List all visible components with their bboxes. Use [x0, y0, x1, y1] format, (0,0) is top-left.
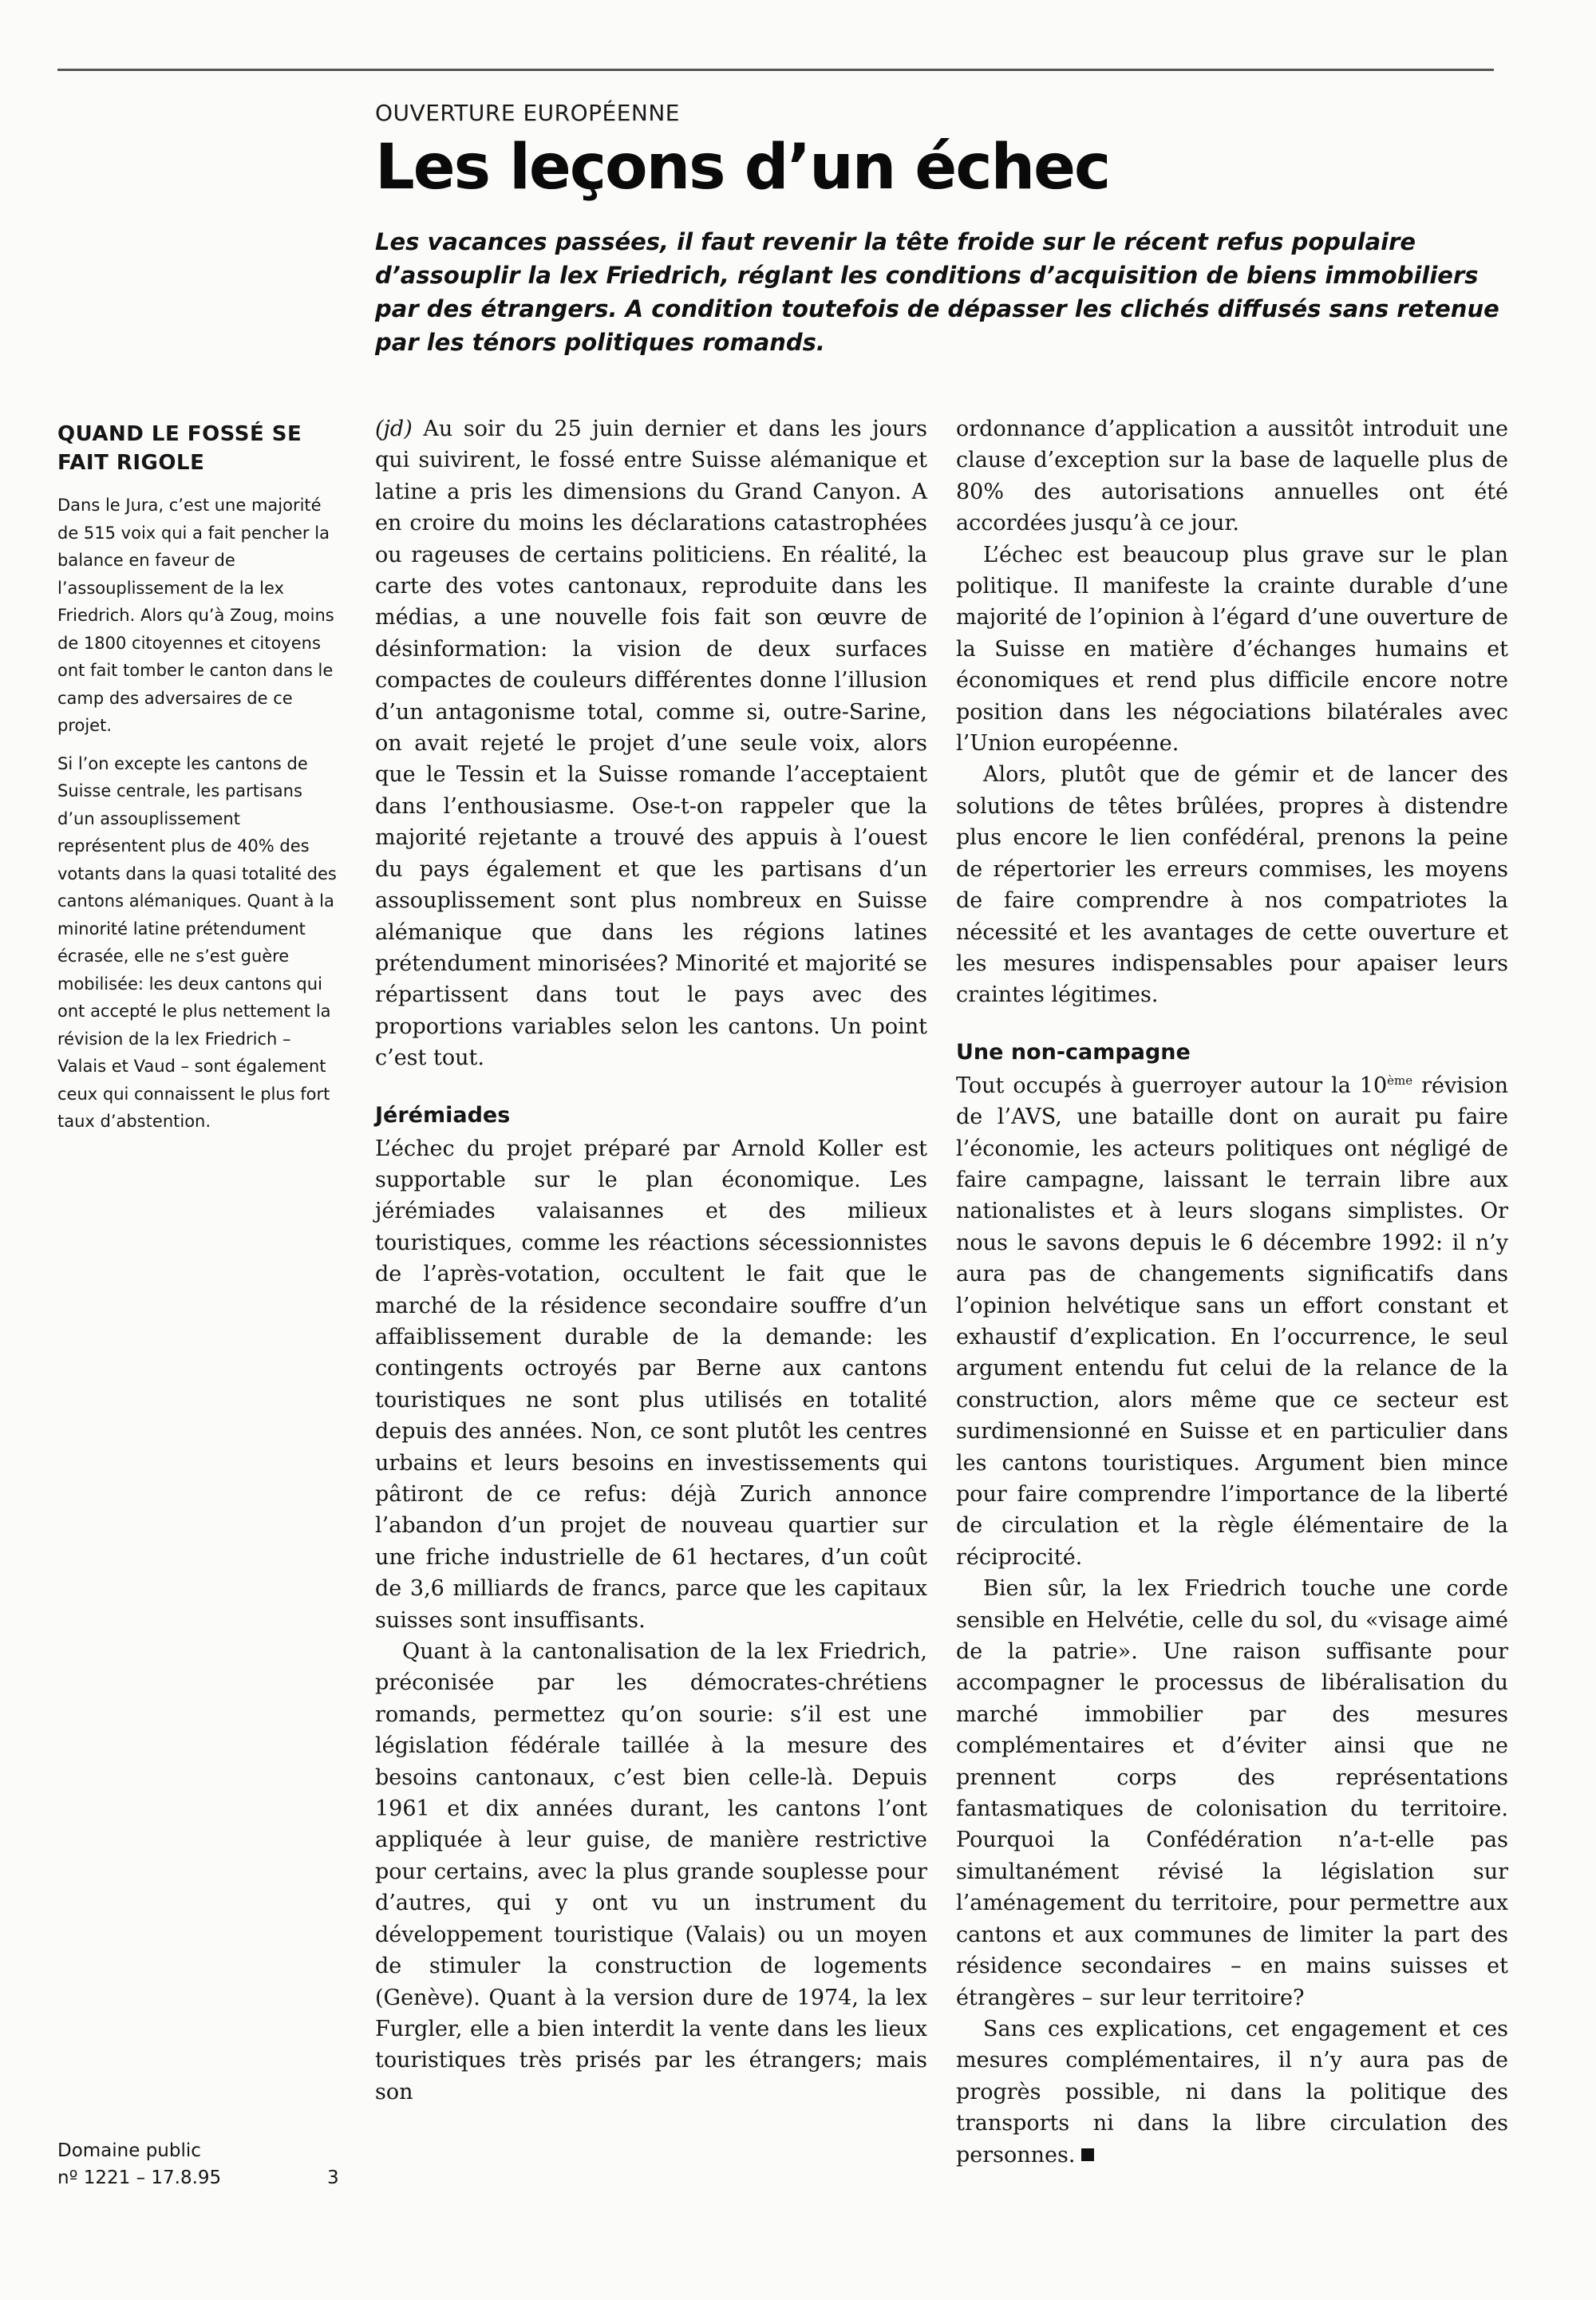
article-paragraph: Alors, plutôt que de gémir et de lancer des solutions de têtes brûlées, propres à distendre plus encore le lien confédéral, prenons la peine de répertorier les erreurs commises, les moyens de faire comprendre à nos compatriotes la nécessité et les avantages de cette ouverture et les mesures indispensables pour apaiser leurs craintes légitimes.: [956, 762, 1508, 1008]
end-mark-icon: [1081, 2148, 1094, 2161]
article-title: Les leçons d’un échec: [375, 132, 1110, 204]
article-header: [375, 99, 1508, 359]
article-paragraph: [956, 1070, 1508, 1574]
page-number: 3: [327, 2168, 339, 2188]
article-column-1: [375, 413, 927, 2108]
section-kicker: OUVERTURE EUROPÉENNE: [375, 100, 680, 126]
article-paragraph: [375, 413, 927, 1074]
article-paragraph-continued: ordonnance d’application a aussitôt introduit une clause d’exception sur la base de laquelle plus de 80% des autorisations annuelles ont été accordées jusqu’à ce jour.: [956, 417, 1508, 536]
sidebar-paragraph: Si l’on excepte les cantons de Suisse centrale, les partisans d’un assouplissement représentent plus de 40% des votants dans la quasi totalité des cantons alémaniques. Quant à la minorité latine prétendument écrasée, elle ne s’est guère mobilisée: les deux cantons qui ont accepté le plus nettement la révision de la lex Friedrich – Valais et Vaud – sont également ceux qui connaissent le plus fort taux d’abstention.: [57, 753, 337, 1131]
subheading-non-campagne: Une non-campagne: [956, 1039, 1191, 1065]
sidebar-title: QUAND LE FOSSÉ SE FAIT RIGOLE: [57, 422, 302, 475]
paragraph-text: Tout occupés à guerroyer autour la 10: [956, 1073, 1388, 1098]
sidebar-box: [57, 420, 337, 1146]
paragraph-text: Sans ces explications, cet engagement et ces mesures complémentaires, il n’y aura pas de progrès possible, ni dans la politique des transports ni dans la libre circulation des personnes.: [956, 2016, 1508, 2168]
paragraph-text: révision de l’AVS, une bataille dont on aurait pu faire l’économie, les acteurs politiques ont négligé de faire campagne, laissant le terrain libre aux nationalistes et à leurs slogans simplistes. Or nous le savons depuis le 6 décembre 1992: il n’y aura pas de changements significatifs dans l’opinion helvétique sans un effort constant et exhaustif d’explication. En l’occurrence, le seul argument entendu fut celui de la relance de la construction, alors même que ce secteur est surdimensionné en Suisse et en particulier dans les cantons touristiques. Argument bien mince pour faire comprendre l’importance de la liberté de circulation et la règle élémentaire de la réciprocité.: [956, 1073, 1508, 1570]
article-paragraph: [956, 2013, 1508, 2171]
top-rule: [57, 69, 1494, 71]
article-paragraph: L’échec est beaucoup plus grave sur le plan politique. Il manifeste la crainte durable d’une majorité de l’opinion à l’égard d’une ouverture de la Suisse en matière d’échanges humains et économiques et rend plus difficile encore notre position dans les négociations bilatérales avec l’Union européenne.: [956, 542, 1508, 757]
issue-info: nº 1221 – 17.8.95: [57, 2168, 222, 2188]
sidebar-paragraph: Dans le Jura, c’est une majorité de 515 voix qui a fait pencher la balance en faveur de l’assouplissement de la lex Friedrich. Alors qu’à Zoug, moins de 1800 citoyennes et citoyens ont fait tomber le canton dans le camp des adversaires de ce projet.: [57, 496, 334, 735]
article-paragraph: L’échec du projet préparé par Arnold Koller est supportable sur le plan économique. Les jérémiades valaisannes et des milieux touristiques, comme les réactions sécessionnistes de l’après-votation, occultent le fait que le marché de la résidence secondaire souffre d’un affaiblissement durable de la demande: les contingents octroyés par Berne aux cantons touristiques ne sont plus utilisés en totalité depuis des années. Non, ce sont plutôt les centres urbains et leurs besoins en investissements qui pâtiront de ce refus: déjà Zurich annonce l’abandon d’un projet de nouveau quartier sur une friche industrielle de 61 hectares, d’un coût de 3,6 milliards de francs, parce que les capitaux suisses sont insuffisants.: [375, 1136, 927, 1633]
publication-name: Domaine public: [57, 2140, 201, 2161]
subheading-jeremiades: Jérémiades: [375, 1102, 511, 1128]
article-paragraph: Quant à la cantonalisation de la lex Friedrich, préconisée par les démocrates-chrétiens romands, permettez qu’on sourie: s’il est une législation fédérale taillée à la mesure des besoins cantonaux, c’est bien celle-là. Depuis 1961 et dix années durant, les cantons l’ont appliquée à leur guise, de manière restrictive pour certains, avec la plus grande souplesse pour d’autres, qui y ont vu un instrument du développement touristique (Valais) ou un moyen de stimuler la construction de logements (Genève). Quant à la version dure de 1974, la lex Furgler, elle a bien interdit la vente dans les lieux touristiques très prisés par les étrangers; mais son: [375, 1639, 927, 2104]
article-lead: Les vacances passées, il faut revenir la tête froide sur le récent refus populaire d’assouplir la lex Friedrich, réglant les conditions d’acquisition de biens immobiliers par des étrangers. A condition toutefois de dépasser les clichés diffusés sans retenue par les ténors politiques romands.: [375, 228, 1499, 356]
article-column-2: [956, 413, 1508, 2171]
superscript: ème: [1387, 1073, 1413, 1088]
author-tag: (jd): [375, 417, 413, 441]
article-paragraph: Bien sûr, la lex Friedrich touche une corde sensible en Helvétie, celle du sol, du «visage aimé de la patrie». Une raison suffisante pour accompagner le processus de libéralisation du marché immobilier par des mesures complémentaires et d’éviter ainsi que ne prennent corps des représentations fantasmatiques de colonisation du territoire. Pourquoi la Confédération n’a-t-elle pas simultanément révisé la législation sur l’aménagement du territoire, pour permettre aux cantons et aux communes de limiter la part des résidence secondaires – en mains suisses et étrangères – sur leur territoire?: [956, 1576, 1508, 2010]
page-footer: [57, 2137, 345, 2191]
paragraph-text: Au soir du 25 juin dernier et dans les jours qui suivirent, le fossé entre Suisse alémanique et latine a pris les dimensions du Grand Canyon. A en croire du moins les déclarations catastrophées ou rageuses de certains politiciens. En réalité, la carte des votes cantonaux, reproduite dans les médias, a une nouvelle fois fait son œuvre de désinformation: la vision de deux surfaces compactes de couleurs différentes donne l’illusion d’un antagonisme total, comme si, outre-Sarine, on avait rejeté le projet d’une seule voix, alors que le Tessin et la Suisse romande l’acceptaient dans l’enthousiasme. Ose-t-on rappeler que la majorité rejetante a trouvé des appuis à l’ouest du pays également et que les partisans d’un assouplissement sont plus nombreux en Suisse alémanique que dans les régions latines prétendument minorisées? Minorité et majorité se répartissent dans tout le pays avec des proportions variables selon les cantons. Un point c’est tout.: [375, 417, 927, 1071]
